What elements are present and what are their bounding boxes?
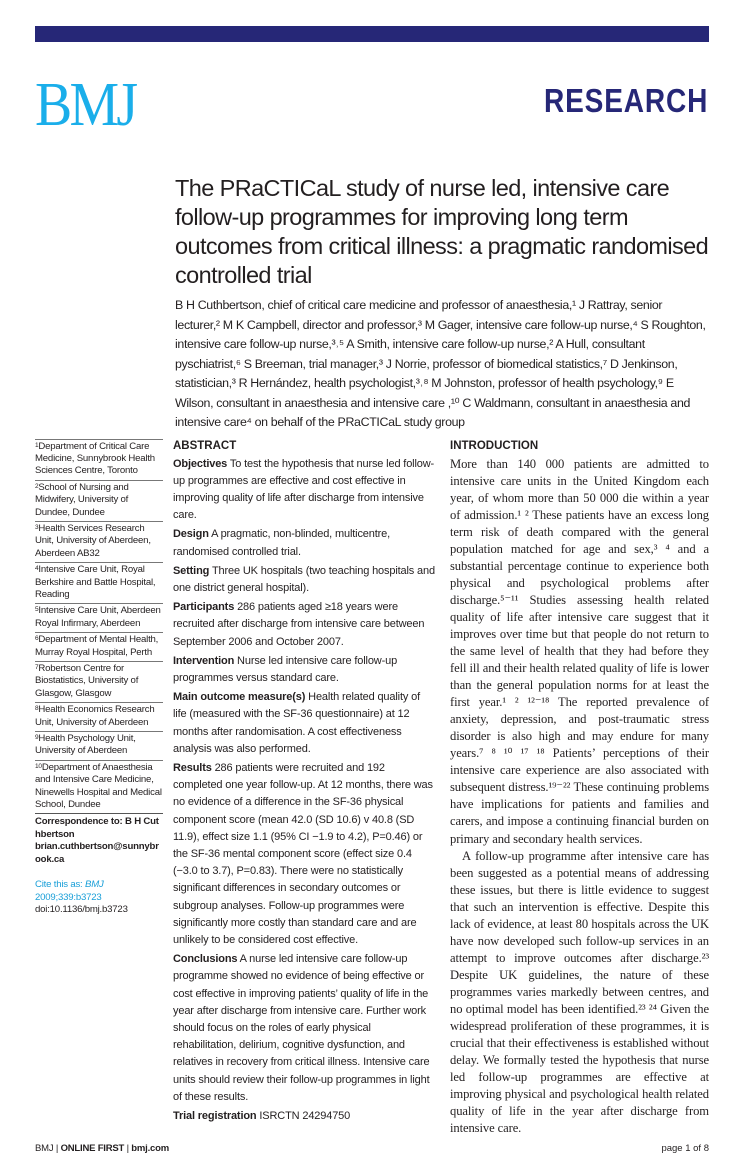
- article-page: [35, 0, 709, 1174]
- affiliation-text: Department of Critical Care Medicine, Sunnybrook Health Sciences Centre, Toronto: [35, 440, 155, 477]
- abstract-item-text: Nurse led intensive care follow-up programmes versus standard care.: [173, 654, 398, 684]
- footer-separator: |: [53, 1143, 61, 1155]
- abstract-item-label: Design: [173, 528, 209, 541]
- abstract-item-label: Main outcome measure(s): [173, 691, 306, 704]
- affiliation-text: Health Services Research Unit, University of Aberdeen, Aberdeen AB32: [35, 522, 151, 559]
- abstract-item: [173, 689, 435, 758]
- footer-journal: [35, 1143, 169, 1154]
- abstract-item: [173, 563, 435, 597]
- affiliation-number: 6: [35, 635, 39, 643]
- section-label: RESEARCH: [543, 82, 708, 119]
- affiliation-number: 1: [35, 441, 39, 449]
- abstract-item-label: Results: [173, 761, 212, 774]
- affiliation-text: Department of Mental Health, Murray Royal Hospital, Perth: [35, 634, 159, 658]
- affiliation-item: [35, 731, 163, 760]
- abstract-item-label: Trial registration: [173, 1110, 257, 1123]
- introduction: [450, 439, 709, 1138]
- abstract-item-label: Conclusions: [173, 953, 238, 966]
- abstract-item: [173, 456, 435, 525]
- abstract-item: [173, 653, 435, 687]
- affiliation-item: [35, 603, 163, 632]
- correspondence-email[interactable]: brian.cuthbertson@sunnybrook.ca: [35, 841, 159, 865]
- footer-bmj: BMJ: [35, 1143, 54, 1155]
- bmj-logo: BMJ: [35, 71, 136, 139]
- affiliation-number: 2: [35, 482, 39, 490]
- affiliation-item: [35, 480, 163, 521]
- intro-paragraph: More than 140 000 patients are admitted to intensive care units in the United Kingdom each year, of whom more than 50 000 die within a year of admission.¹ ² These patients have an excess long term risk of death compared with the general population matched for age and sex,³ ⁴ and a substantial percentage continue to experience both physical and psychological problems after discharge.⁵⁻¹¹ Studies assessing health related quality of life after intensive care suggest that it improves over time but that people do not return to the same level of health that they had before they fell ill and their health related quality of life is lower than the general population norms for at least the first year.¹ ² ¹²⁻¹⁸ The reported prevalence of anxiety, depression, and post-traumatic stress disorder is also high and may endure for many years.⁷ ⁸ ¹⁰ ¹⁷ ¹⁸ Patients’ perceptions of their intensive care experience are also associated with subsequent distress.¹⁹⁻²² These continuing problems have implications for patients and families and carers, and impose a continuing financial burden on primary and secondary health services.: [450, 456, 709, 846]
- affiliation-text: Health Economics Research Unit, University of Aberdeen: [35, 704, 155, 728]
- article-header: [175, 174, 709, 433]
- affiliation-item: [35, 661, 163, 702]
- abstract-item: [173, 526, 435, 560]
- affiliation-number: 5: [35, 606, 39, 614]
- affiliation-list: [35, 439, 163, 814]
- cite-journal: BMJ: [85, 879, 104, 891]
- abstract-item-label: Objectives: [173, 457, 228, 470]
- abstract-item-text: ISRCTN 24294750: [256, 1110, 351, 1123]
- footer-separator: |: [124, 1143, 132, 1155]
- cite-prefix: Cite this as:: [35, 879, 85, 891]
- affiliation-item: [35, 632, 163, 661]
- affiliation-item: [35, 521, 163, 562]
- abstract-items: [173, 456, 435, 1126]
- introduction-heading: INTRODUCTION: [450, 439, 539, 452]
- affiliation-item: [35, 760, 163, 814]
- affiliations-sidebar: [35, 439, 163, 917]
- abstract-item-label: Intervention: [173, 654, 235, 667]
- article-title: The PRaCTICaL study of nurse led, intensive care follow-up programmes for improving long term outcomes from critical illness: a pragmatic randomised controlled trial: [175, 175, 709, 288]
- abstract-item-text: Health related quality of life (measured with the SF-36 questionnaire) at 12 months after randomisation. A cost effectiveness analysis was also performed.: [173, 691, 420, 755]
- affiliation-number: 10: [35, 762, 42, 770]
- affiliation-number: 8: [35, 705, 39, 713]
- footer-site[interactable]: bmj.com: [131, 1143, 169, 1155]
- affiliation-text: Robertson Centre for Biostatistics, University of Glasgow, Glasgow: [35, 663, 139, 699]
- affiliation-text: Health Psychology Unit, University of Aberdeen: [35, 733, 136, 757]
- abstract-item-label: Setting: [173, 564, 210, 577]
- abstract-item: [173, 1108, 435, 1125]
- affiliation-number: 4: [35, 565, 39, 573]
- doi[interactable]: doi:10.1136/bmj.b3723: [35, 903, 128, 915]
- affiliation-text: Department of Anaesthesia and Intensive Care Medicine, Ninewells Hospital and Medical School, Dundee: [35, 761, 162, 811]
- footer-online-first: ONLINE FIRST: [60, 1143, 125, 1155]
- affiliation-number: 9: [35, 734, 39, 742]
- abstract-item: [173, 599, 435, 651]
- abstract-item-text: To test the hypothesis that nurse led follow-up programmes are effective and cost effective in improving quality of life after discharge from intensive care.: [173, 457, 435, 522]
- correspondence-label: Correspondence to: B H Cuthbertson: [35, 816, 159, 840]
- affiliation-number: 3: [35, 523, 39, 531]
- citation: [35, 879, 163, 916]
- affiliation-text: Intensive Care Unit, Royal Berkshire and Battle Hospital, Reading: [35, 564, 156, 600]
- introduction-body: [450, 456, 709, 1138]
- abstract-item-text: A pragmatic, non-blinded, multicentre, randomised controlled trial.: [173, 528, 391, 558]
- abstract-item: [173, 760, 435, 949]
- abstract-item: [173, 951, 435, 1106]
- cite-ref: 2009;339:b3723: [35, 891, 102, 903]
- article-columns: [35, 439, 709, 1138]
- abstract-item-text: Three UK hospitals (two teaching hospitals and one district general hospital).: [173, 564, 435, 594]
- affiliation-item: [35, 702, 163, 731]
- abstract-item-text: 286 patients were recruited and 192 completed one year follow-up. At 12 months, there was no evidence of a difference in the SF-36 physical component score (mean 42.0 (SD 10.6) v 40.8 (SD 11.9), effect size 1.1 (95% CI −1.9 to 4.2), P=0.46) or the SF-36 mental component score (effect size 0.4 (−3.0 to 3.7), P=0.83). There were no statistically significant differences in secondary outcomes or subgroup analyses. Follow-up programmes were significantly more costly than standard care and are unlikely to be considered cost effective.: [173, 761, 433, 946]
- abstract-item-text: A nurse led intensive care follow-up programme showed no evidence of being effective or cost effective in improving patients’ quality of life in the year after discharge from intensive care. Further work should focus on the roles of early physical rehabilitation, delirium, cognitive dysfunction, and relatives in recovery from critical illness. Intensive care units should review their follow-up programmes in light of these results.: [173, 953, 430, 1103]
- abstract-item-label: Participants: [173, 601, 235, 614]
- abstract-item-text: 286 patients aged ≥18 years were recruited after discharge from intensive care between September 2006 and October 2007.: [173, 601, 425, 648]
- correspondence: [35, 813, 163, 866]
- page-footer: [35, 1143, 709, 1154]
- abstract: [173, 439, 435, 1126]
- affiliation-text: School of Nursing and Midwifery, University of Dundee, Dundee: [35, 481, 129, 518]
- intro-paragraph: A follow-up programme after intensive care has been suggested as a potential means of addressing these issues, but there is little evidence to suggest that such an intervention is effective. Despite this lack of evidence, at least 80 hospitals across the UK have now developed such follow-up services in an attempt to improve outcomes after discharge.²³ Despite UK guidelines, the nature of these programmes varies markedly between centres, and no optimal model has been identified.²³ ²⁴ Given the widespread proliferation of these programmes, it is crucial that their effectiveness is established without delay. We formally tested the hypothesis that nurse led follow-up programmes are effective at improving physical and psychological health related quality of life in the year after discharge from intensive care.: [450, 848, 709, 1136]
- author-list: B H Cuthbertson, chief of critical care medicine and professor of anaesthesia,¹ J Rattray, senior lecturer,² M K Campbell, director and professor,³ M Gager, intensive care follow-up nurse,⁴ S Roughton, intensive care follow-up nurse,³˒⁵ A Smith, intensive care follow-up nurse,² A Hull, consultant pyschiatrist,⁶ S Breeman, trial manager,³ J Norrie, professor of biomedical statistics,⁷ D Jenkinson, statistician,³ R Hernández, health psychologist,³˒⁸ M Johnston, professor of health psychology,⁹ E Wilson, consultant in anaesthesia and intensive care ,¹⁰ C Waldmann, consultant in anaesthesia and intensive care⁴ on behalf of the PRaCTICaL study group: [175, 298, 706, 429]
- affiliation-number: 7: [35, 664, 39, 671]
- affiliation-item: [35, 439, 163, 480]
- page-number: page 1 of 8: [661, 1143, 709, 1155]
- affiliation-item: [35, 562, 163, 603]
- affiliation-text: Intensive Care Unit, Aberdeen Royal Infirmary, Aberdeen: [35, 605, 161, 629]
- abstract-heading: ABSTRACT: [173, 439, 237, 452]
